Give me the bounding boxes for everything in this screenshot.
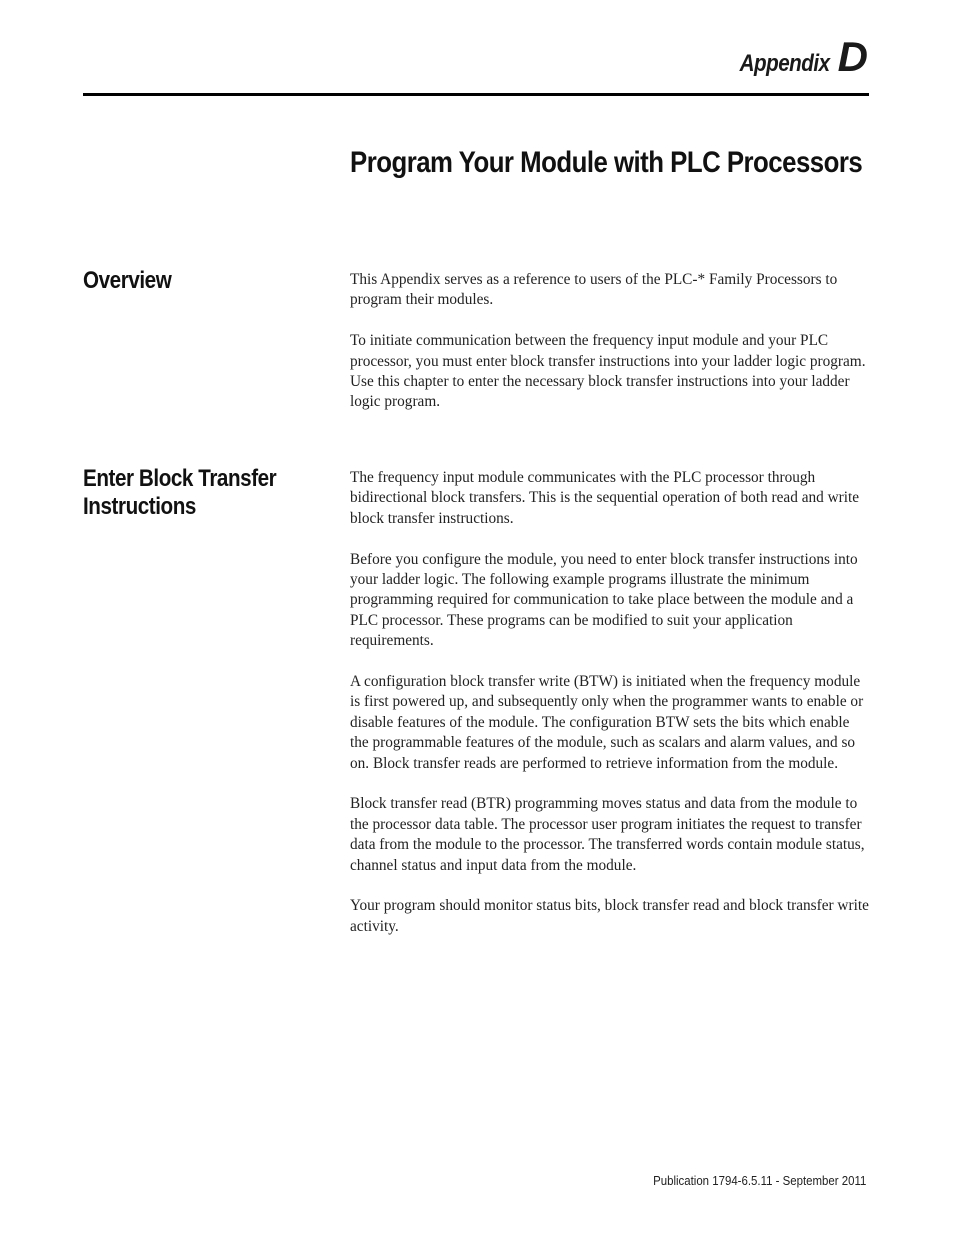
- section-heading-overview: Overview: [83, 267, 172, 294]
- paragraph: To initiate communication between the frequency input module and your PLC processor, you must enter block transfer instructions into your ladder logic program. Use this chapter to enter the necessary block transfer instructions into your ladder logic program.: [350, 332, 866, 411]
- paragraph: Your program should monitor status bits, block transfer read and block transfer write activity.: [350, 897, 869, 935]
- section-heading-enter-block-transfer: Enter Block Transfer Instructions: [83, 465, 277, 520]
- section-body-overview: [350, 270, 870, 433]
- appendix-word: Appendix: [739, 50, 830, 77]
- paragraph: A configuration block transfer write (BTW) is initiated when the frequency module is first powered up, and subsequently only when the programmer wants to enable or disable features of the module. The configuration BTW sets the bits which enable the programmable features of the module, such as scalars and alarm values, and so on. Block transfer reads are performed to retrieve information from the module.: [350, 673, 864, 772]
- paragraph: Before you configure the module, you need to enter block transfer instructions into your ladder logic. The following example programs illustrate the minimum programming required for communication to take place between the module and a PLC processor. These programs can be modified to suit your application requirements.: [350, 550, 858, 650]
- section-body-enter-block-transfer: [350, 468, 870, 958]
- page-title: Program Your Module with PLC Processors: [350, 146, 863, 179]
- paragraph: Block transfer read (BTR) programming moves status and data from the module to the processor data table. The processor user program initiates the request to transfer data from the module to the processor. The transferred words contain module status, channel status and input data from the module.: [350, 795, 865, 874]
- paragraph: The frequency input module communicates with the PLC processor through bidirectional block transfers. This is the sequential operation of both read and write block transfer instructions.: [350, 469, 860, 527]
- publication-footer: Publication 1794-6.5.11 - September 2011: [652, 1173, 866, 1188]
- paragraph: This Appendix serves as a reference to users of the PLC-* Family Processors to program their modules.: [350, 271, 838, 309]
- appendix-label: [725, 33, 868, 80]
- header-rule: [83, 93, 869, 96]
- appendix-letter: D: [837, 33, 868, 80]
